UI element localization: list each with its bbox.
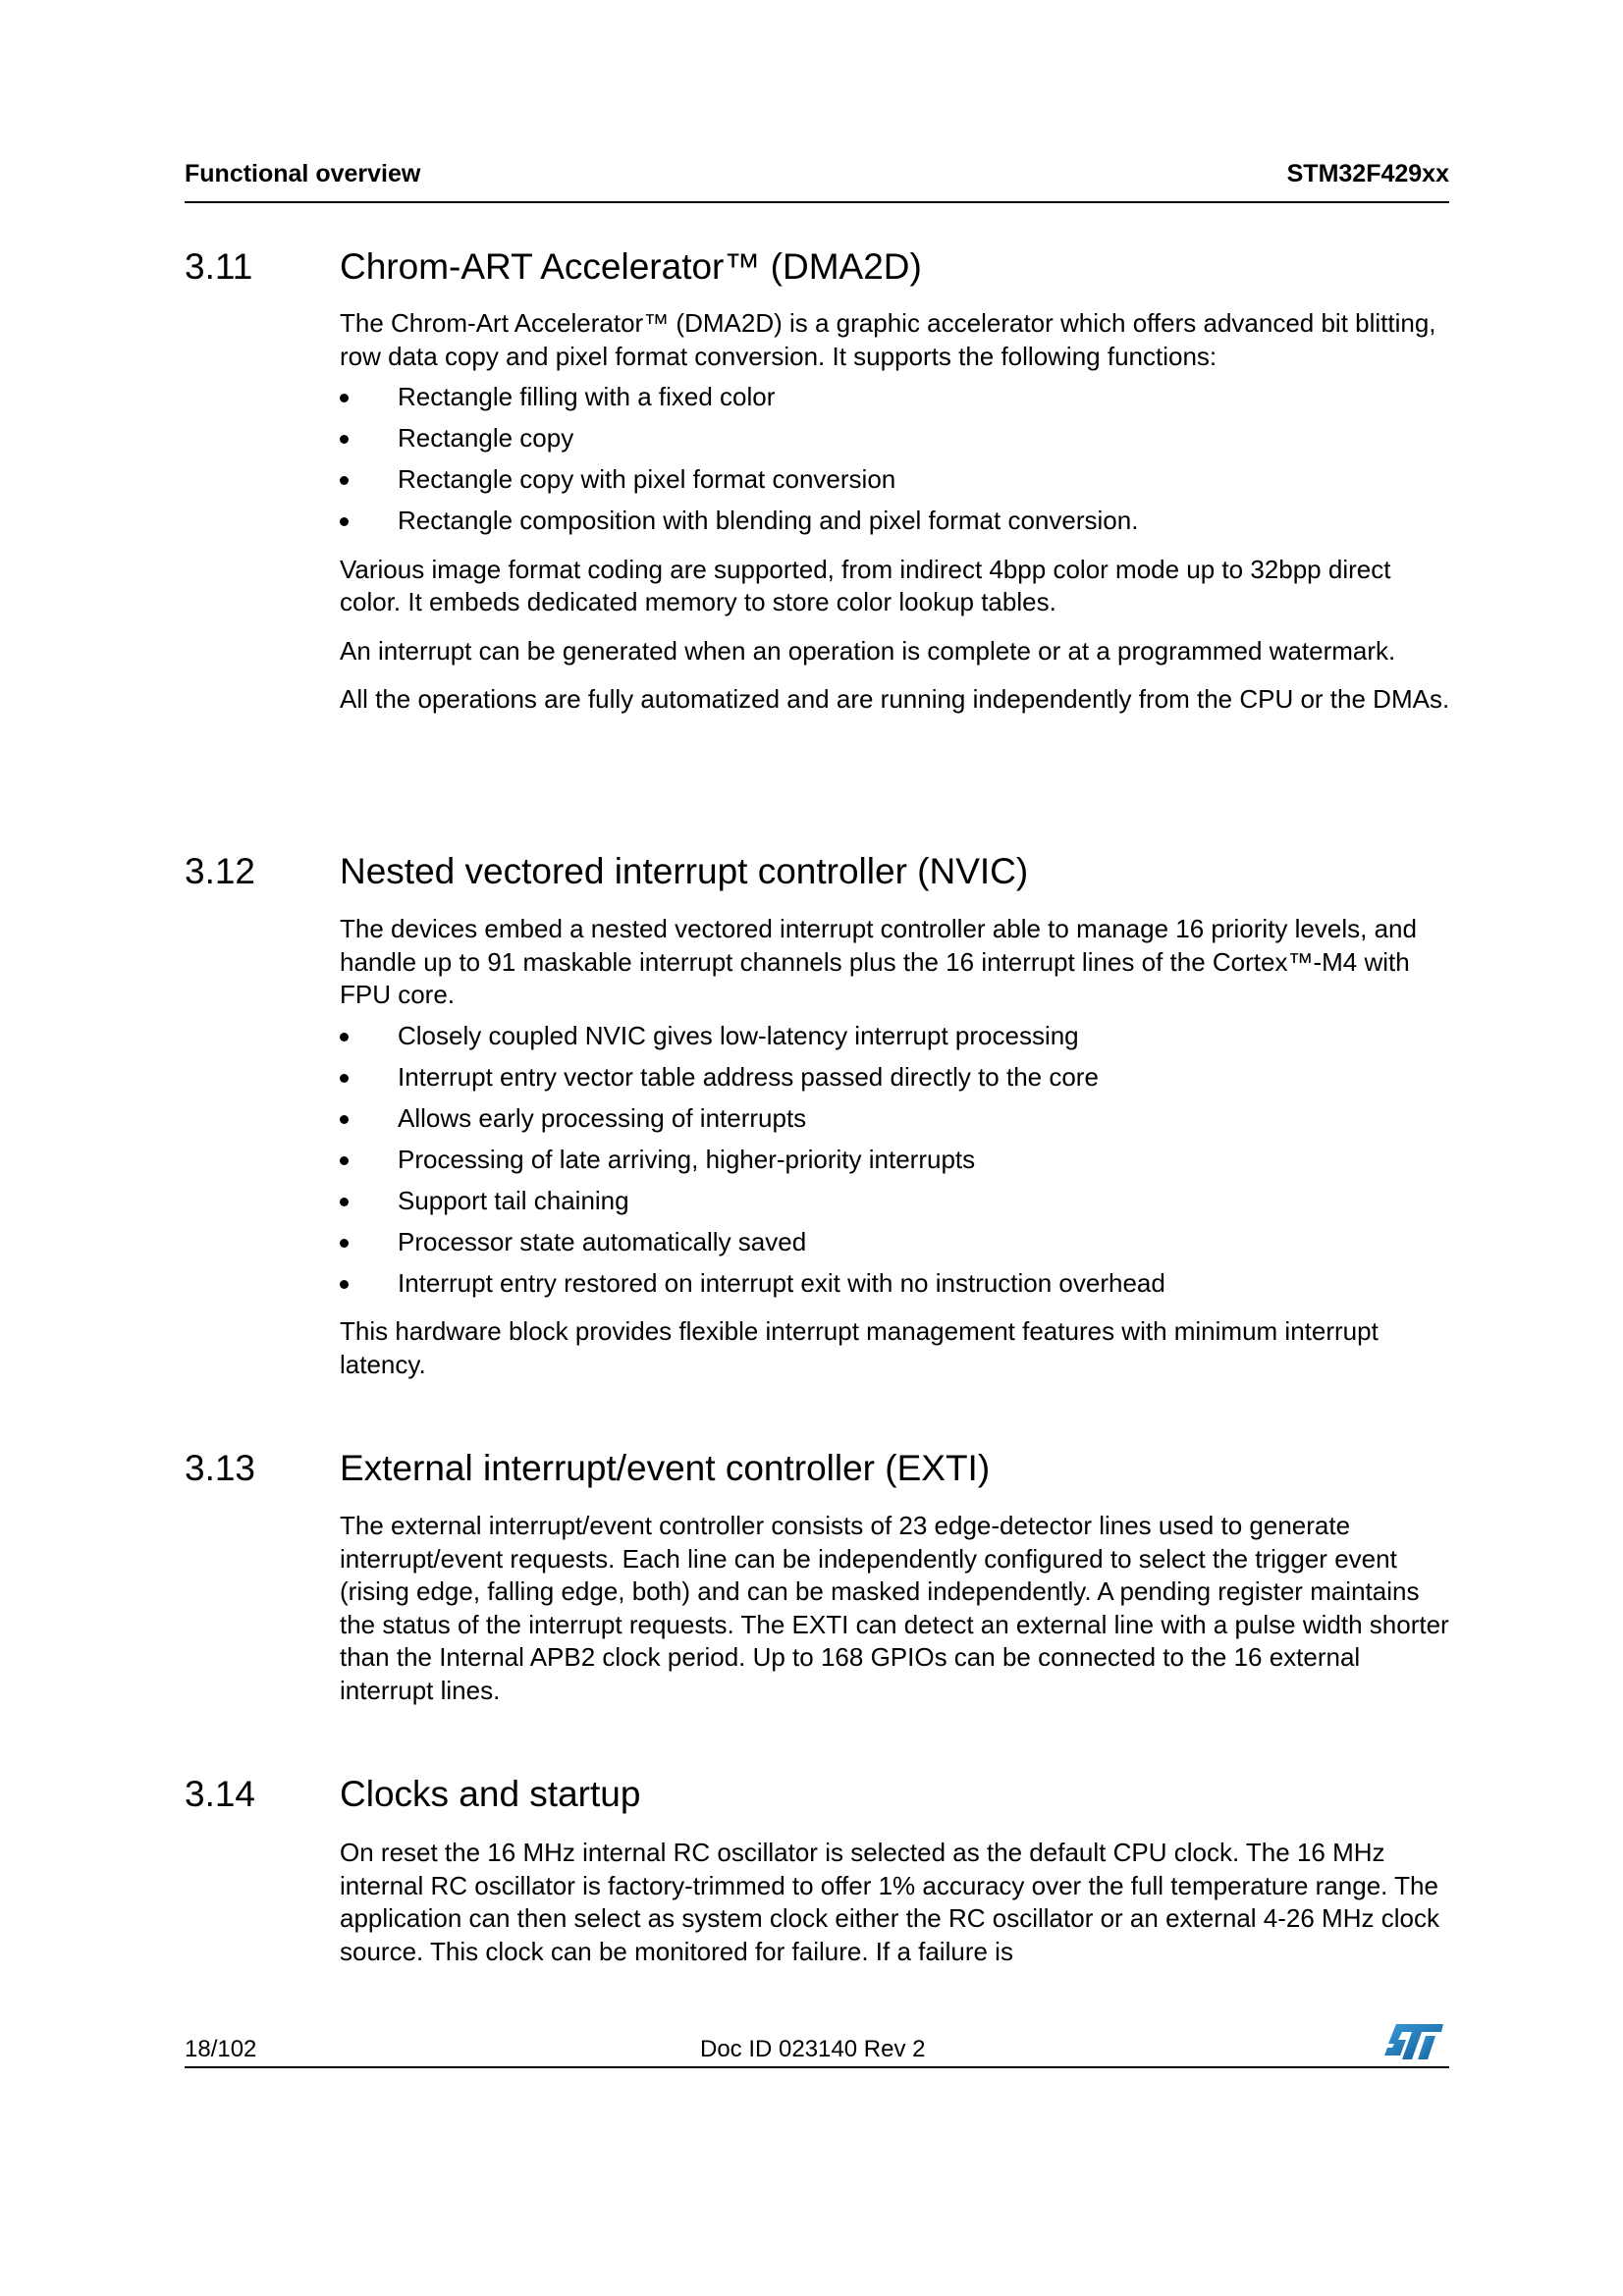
paragraph: The devices embed a nested vectored interrupt controller able to manage 16 priority levels, and handle up to 91 maskable interrupt channels plus the 16 interrupt lines of the Cortex™-M4 with FPU core. bbox=[340, 914, 1417, 1009]
list-item: Support tail chaining bbox=[340, 1185, 1454, 1218]
section-number: 3.14 bbox=[185, 1774, 256, 1814]
doc-id: Doc ID 023140 Rev 2 bbox=[700, 2036, 926, 2062]
bullet-icon bbox=[340, 1198, 349, 1206]
section-body-3-11 bbox=[340, 307, 1454, 732]
list-item: Processor state automatically saved bbox=[340, 1226, 1454, 1259]
list-item: Closely coupled NVIC gives low-latency interrupt processing bbox=[340, 1020, 1454, 1053]
bullet-icon bbox=[340, 1033, 349, 1041]
bullet-list bbox=[340, 1020, 1454, 1301]
section-body-3-14 bbox=[340, 1837, 1454, 1984]
list-item: Rectangle composition with blending and pixel format conversion. bbox=[340, 505, 1454, 538]
list-item: Processing of late arriving, higher-priority interrupts bbox=[340, 1144, 1454, 1177]
section-title: Chrom-ART Accelerator™ (DMA2D) bbox=[340, 246, 922, 287]
list-item: Interrupt entry restored on interrupt exit with no instruction overhead bbox=[340, 1267, 1454, 1301]
bullet-icon bbox=[340, 435, 349, 444]
paragraph: An interrupt can be generated when an operation is complete or at a programmed watermark. bbox=[340, 635, 1396, 666]
section-number: 3.11 bbox=[185, 246, 253, 287]
bullet-icon bbox=[340, 476, 349, 485]
footer-rule bbox=[185, 2066, 1449, 2068]
bullet-icon bbox=[340, 517, 349, 526]
section-title: Clocks and startup bbox=[340, 1774, 641, 1814]
header-rule bbox=[185, 201, 1449, 203]
list-item: Interrupt entry vector table address passed directly to the core bbox=[340, 1061, 1454, 1095]
bullet-icon bbox=[340, 1115, 349, 1124]
running-header-section: Functional overview bbox=[185, 160, 421, 187]
section-title: Nested vectored interrupt controller (NVIC) bbox=[340, 851, 1029, 891]
paragraph: The external interrupt/event controller consists of 23 edge-detector lines used to generate interrupt/event requests. Each line can be independently configured to select the trigger event (rising edge, falling edge, both) and can be masked independently. A pending register maintains the status of the interrupt requests. The EXTI can detect an external line with a pulse width shorter than the Internal APB2 clock period. Up to 168 GPIOs can be connected to the 16 external interrupt lines. bbox=[340, 1511, 1449, 1705]
section-title: External interrupt/event controller (EXTI) bbox=[340, 1448, 991, 1488]
section-body-3-13 bbox=[340, 1510, 1454, 1723]
paragraph: All the operations are fully automatized and are running independently from the CPU or the DMAs. bbox=[340, 684, 1450, 714]
list-item: Rectangle copy bbox=[340, 422, 1454, 455]
bullet-icon bbox=[340, 394, 349, 402]
running-header-part-number: STM32F429xx bbox=[1286, 160, 1449, 187]
list-item: Allows early processing of interrupts bbox=[340, 1102, 1454, 1136]
page-number: 18/102 bbox=[185, 2036, 257, 2062]
st-logo-icon bbox=[1382, 2022, 1445, 2061]
section-number: 3.13 bbox=[185, 1448, 256, 1488]
paragraph: The Chrom-Art Accelerator™ (DMA2D) is a graphic accelerator which offers advanced bit blitting, row data copy and pixel format conversion. It supports the following functions: bbox=[340, 308, 1436, 371]
bullet-icon bbox=[340, 1239, 349, 1248]
paragraph: On reset the 16 MHz internal RC oscillator is selected as the default CPU clock. The 16 MHz internal RC oscillator is factory-trimmed to offer 1% accuracy over the full temperature range. The application can then select as system clock either the RC oscillator or an external 4-26 MHz clock source. This clock can be monitored for failure. If a failure is bbox=[340, 1838, 1439, 1966]
bullet-icon bbox=[340, 1074, 349, 1083]
bullet-list bbox=[340, 381, 1454, 538]
bullet-icon bbox=[340, 1156, 349, 1165]
bullet-icon bbox=[340, 1280, 349, 1289]
section-number: 3.12 bbox=[185, 851, 256, 891]
paragraph: This hardware block provides flexible interrupt management features with minimum interrupt latency. bbox=[340, 1316, 1379, 1379]
list-item: Rectangle filling with a fixed color bbox=[340, 381, 1454, 414]
paragraph: Various image format coding are supported, from indirect 4bpp color mode up to 32bpp direct color. It embeds dedicated memory to store color lookup tables. bbox=[340, 554, 1391, 616]
list-item: Rectangle copy with pixel format conversion bbox=[340, 463, 1454, 497]
section-body-3-12 bbox=[340, 913, 1454, 1397]
